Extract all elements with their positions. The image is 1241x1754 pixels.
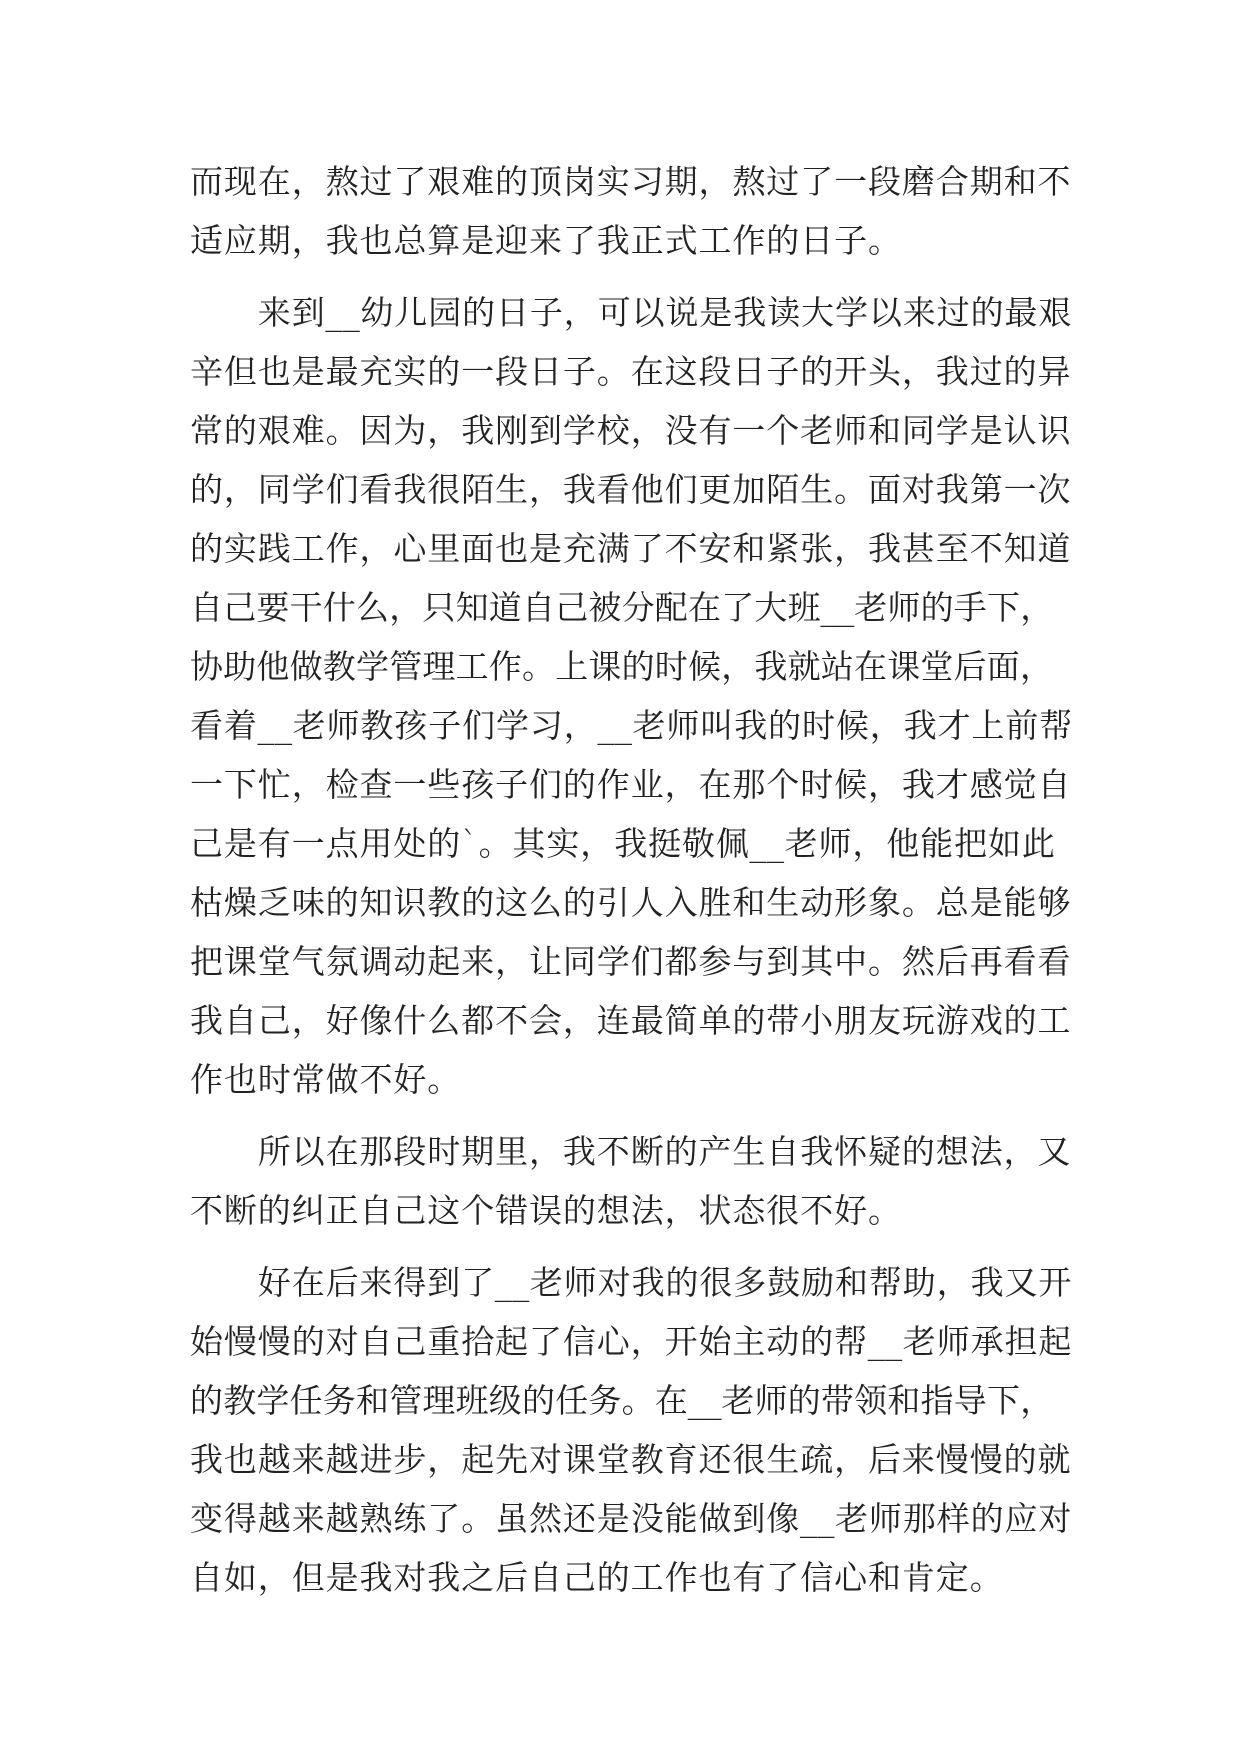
paragraph-spacing <box>190 1240 1070 1253</box>
text-line: 我自己，好像什么都不会，连最简单的带小朋友玩游戏的工 <box>190 1001 1072 1040</box>
text-line: 不断的纠正自己这个错误的想法，状态很不好。 <box>190 1191 902 1230</box>
text-line: 我也越来越进步，起先对课堂教育还很生疏，后来慢慢的就 <box>190 1440 1072 1479</box>
text-line: 的教学任务和管理班级的任务。在__老师的带领和指导下， <box>190 1381 1054 1420</box>
paragraph <box>190 1253 1073 1607</box>
text-line: 适应期，我也总算是迎来了我正式工作的日子。 <box>190 221 902 260</box>
text-line: 的实践工作，心里面也是充满了不安和紧张，我甚至不知道 <box>190 529 1072 568</box>
text-line: 枯燥乏味的知识教的这么的引人入胜和生动形象。总是能够 <box>190 883 1072 922</box>
paragraph <box>190 152 1070 270</box>
text-line: 而现在，熬过了艰难的顶岗实习期，熬过了一段磨合期和不 <box>190 162 1072 201</box>
paragraph <box>190 283 1074 1109</box>
text-line: 作也时常做不好。 <box>190 1060 462 1099</box>
text-line: 来到__幼儿园的日子，可以说是我读大学以来过的最艰 <box>190 293 1073 332</box>
text-line: 常的艰难。因为，我刚到学校，没有一个老师和同学是认识 <box>190 411 1072 450</box>
paragraph <box>190 1122 1070 1240</box>
text-line: 好在后来得到了__老师对我的很多鼓励和帮助，我又开 <box>190 1263 1073 1302</box>
text-line: 辛但也是最充实的一段日子。在这段日子的开头，我过的异 <box>190 352 1072 391</box>
body-text <box>190 152 1074 1607</box>
paragraph-spacing <box>190 270 1070 283</box>
text-line: 看着__老师教孩子们学习，__老师叫我的时候，我才上前帮 <box>190 706 1074 745</box>
text-line: 的，同学们看我很陌生，我看他们更加陌生。面对我第一次 <box>190 470 1072 509</box>
text-line: 所以在那段时期里，我不断的产生自我怀疑的想法，又 <box>190 1132 1072 1171</box>
text-line: 自如，但是我对我之后自己的工作也有了信心和肯定。 <box>190 1558 1004 1597</box>
text-line: 把课堂气氛调动起来，让同学们都参与到其中。然后再看看 <box>190 942 1072 981</box>
text-line: 自己要干什么，只知道自己被分配在了大班__老师的手下， <box>190 588 1054 627</box>
text-line: 变得越来越熟练了。虽然还是没能做到像__老师那样的应对 <box>190 1499 1073 1538</box>
text-line: 己是有一点用处的`。其实，我挺敬佩__老师，他能把如此 <box>190 824 1056 863</box>
text-line: 一下忙，检查一些孩子们的作业，在那个时候，我才感觉自 <box>190 765 1072 804</box>
text-line: 协助他做教学管理工作。上课的时候，我就站在课堂后面， <box>190 647 1054 686</box>
paragraph-spacing <box>190 1109 1070 1122</box>
text-line: 始慢慢的对自己重拾起了信心，开始主动的帮__老师承担起 <box>190 1322 1073 1361</box>
